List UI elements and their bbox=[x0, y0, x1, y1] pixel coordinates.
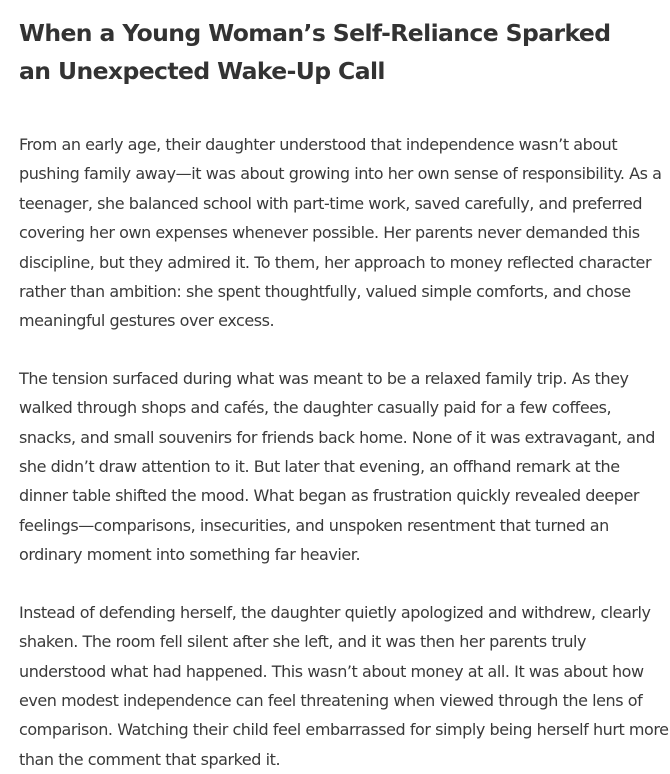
article-paragraph-3: Instead of defending herself, the daughter quietly apologized and withdrew, clearly shaken. The room fell silent after she left, and it was then her parents truly understood what had happened. This wasn’t about money at all. It was about how even modest independence can feel threatening when viewed through the lens of comparison. Watching their child feel embarrassed for simply being herself hurt more than the comment that sparked it. bbox=[19, 602, 669, 769]
article bbox=[19, 0, 670, 774]
article-title: When a Young Woman’s Self-Reliance Sparked an Unexpected Wake-Up Call bbox=[19, 19, 611, 85]
article-paragraph-2: The tension surfaced during what was meant to be a relaxed family trip. As they walked through shops and cafés, the daughter casually paid for a few coffees, snacks, and small souvenirs for friends back home. None of it was extravagant, and she didn’t draw attention to it. But later that evening, an offhand remark at the dinner table shifted the mood. What began as frustration quickly revealed deeper feelings—comparisons, insecurities, and unspoken resentment that turned an ordinary moment into something far heavier. bbox=[19, 368, 656, 565]
article-paragraph-1: From an early age, their daughter understood that independence wasn’t about pushing family away—it was about growing into her own sense of responsibility. As a teenager, she balanced school with part-time work, saved carefully, and preferred covering her own expenses whenever possible. Her parents never demanded this discipline, but they admired it. To them, her approach to money reflected character rather than ambition: she spent thoughtfully, valued simple comforts, and chose meaningful gestures over excess. bbox=[19, 135, 662, 331]
